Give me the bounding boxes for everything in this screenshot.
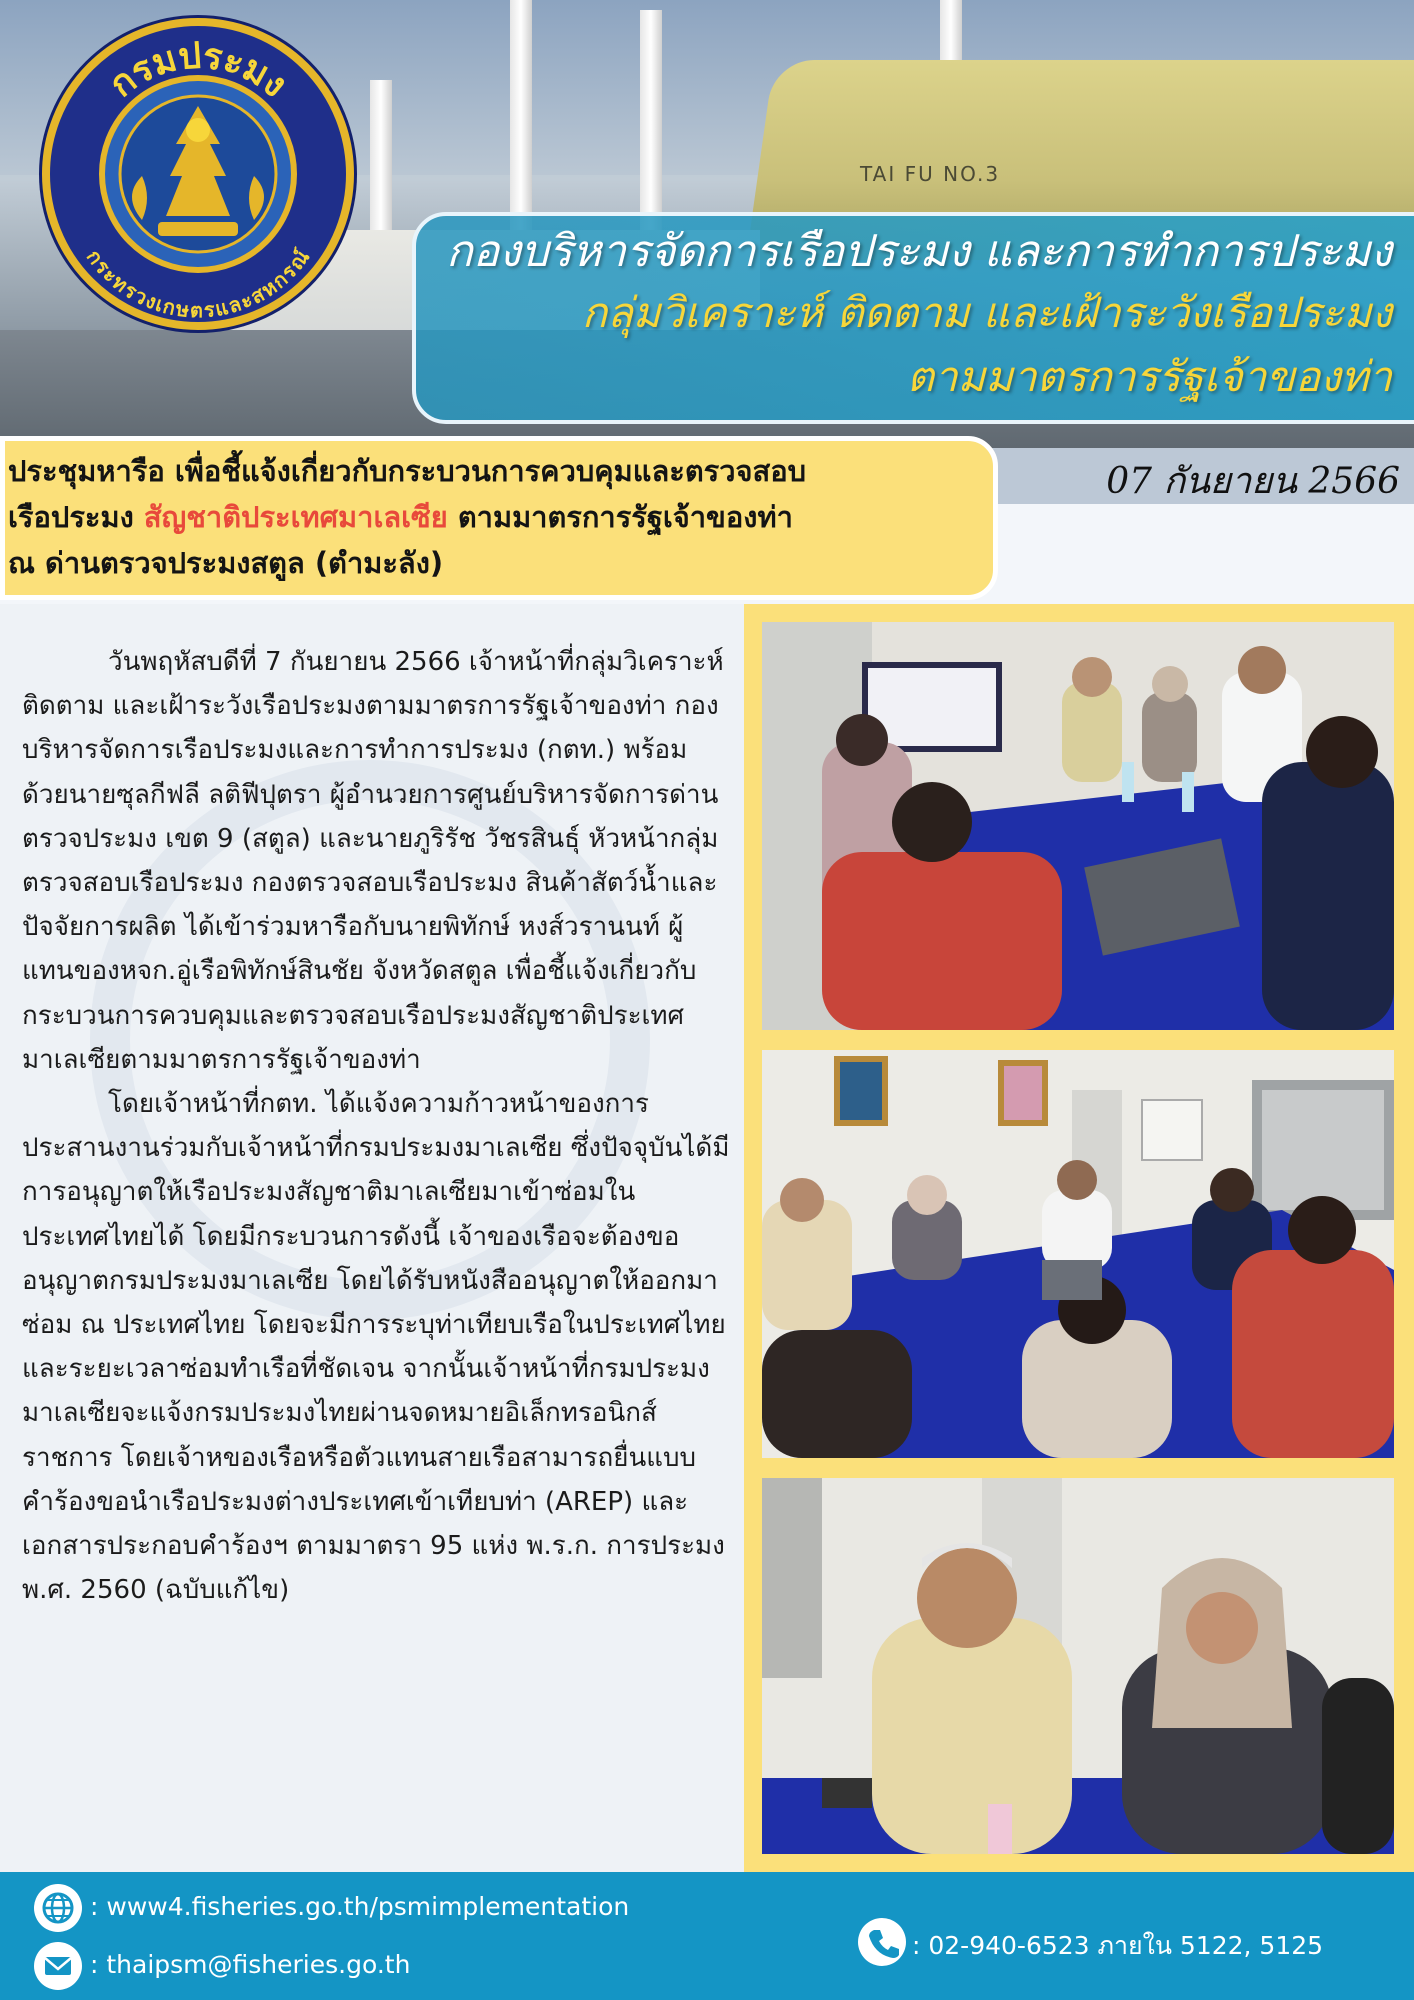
news-headline [8,448,988,586]
ship-name: TAI FU NO.3 [860,162,1001,186]
logo-text-top: กรมประมง [101,35,295,106]
headline-line-3: ณ ด่านตรวจประมงสตูล (ตำมะลัง) [8,546,444,580]
email-link[interactable]: : thaipsm@fisheries.go.th [90,1950,411,1979]
news-date: 07 กันยายน 2566 [1106,461,1400,502]
group-subtitle: ตามมาตรการรัฐเจ้าของท่า [906,352,1392,401]
phone-icon [858,1918,906,1966]
division-title: กองบริหารจัดการเรือประมง และการทำการประมง [446,226,1392,277]
article-paragraph-1: วันพฤหัสบดีที่ 7 กันยายน 2566 เจ้าหน้าที่กลุ่มวิเคราะห์ ติดตาม และเฝ้าระวังเรือประมงตามมาตรการรัฐเจ้าของท่า กองบริหารจัดการเรือประมงและการทำการประมง (กตท.) พร้อมด้วยนายซุลกีฟลี ลติฟีปุตรา ผู้อำนวยการศูนย์บริหารจัดการด่านตรวจประมง เขต 9 (สตูล) และนายภูริรัช วัชรสินธุ์ หัวหน้ากลุ่มตรวจสอบเรือประมง กองตรวจสอบเรือประมง สินค้าสัตว์น้ำและปัจจัยการผลิต ได้เข้าร่วมหารือกับนายพิทักษ์ หงส์วรานนท์ ผู้แทนของหจก.อู่เรือพิทักษ์สินชัย จังหวัดสตูล เพื่อชี้แจ้งเกี่ยวกับกระบวนการควบคุมและตรวจสอบเรือประมงสัญชาติประเทศมาเลเซียตามมาตรการรัฐเจ้าของท่า [22,647,724,1075]
meeting-photo-1 [762,622,1394,1030]
article-body [22,640,732,1612]
headline-highlight: สัญชาติประเทศมาเลเซีย [143,500,448,534]
group-title: กลุ่มวิเคราะห์ ติดตาม และเฝ้าระวังเรือประมง [581,288,1392,337]
headline-line-2 [8,494,988,540]
footer-contact-bar [0,1872,1414,2000]
logo-text-bottom: กระทรวงเกษตรและสหกรณ์ [81,245,315,322]
phone-number[interactable]: : 02-940-6523 ภายใน 5122, 5125 [912,1931,1324,1960]
mail-icon [34,1942,82,1990]
headline-line-1: ประชุมหารือ เพื่อชี้แจ้งเกี่ยวกับกระบวนการควบคุมและตรวจสอบ [8,454,807,488]
logo-emblem-icon [50,26,346,322]
article-paragraph-2: โดยเจ้าหน้าที่กตท. ได้แจ้งความก้าวหน้าของการประสานงานร่วมกับเจ้าหน้าที่กรมประมงมาเลเซีย ซึ่งปัจจุบันได้มีการอนุญาตให้เรือประมงสัญชาติมาเลเซียมาเข้าซ่อมในประเทศไทยได้ โดยมีกระบวนการดังนี้ เจ้าของเรือจะต้องขออนุญาตกรมประมงมาเลเซีย โดยได้รับหนังสืออนุญาตให้ออกมาซ่อม ณ ประเทศไทย โดยจะมีการระบุท่าเทียบเรือในประเทศไทยและระยะเวลาซ่อมทำเรือที่ชัดเจน จากนั้นเจ้าหน้าที่กรมประมงมาเลเซียจะแจ้งกรมประมงไทยผ่านจดหมายอิเล็กทรอนิกส์ราชการ โดยเจ้าหของเรือหรือตัวแทนสายเรือสามารถยื่นแบบคำร้องขอนำเรือประมงต่างประเทศเข้าเทียบท่า (AREP) และเอกสารประกอบคำร้องฯ ตามมาตรา 95 แห่ง พ.ร.ก. การประมง พ.ศ. 2560 (ฉบับแก้ไข) [22,1089,730,1606]
meeting-photo-2 [762,1050,1394,1458]
meeting-photo-3 [762,1478,1394,1854]
globe-icon [34,1884,82,1932]
department-logo [42,18,354,330]
website-link[interactable]: : www4.fisheries.go.th/psmimplementation [90,1892,630,1921]
headline-suffix: ตามมาตรการรัฐเจ้าของท่า [447,500,793,534]
headline-prefix: เรือประมง [8,500,144,534]
